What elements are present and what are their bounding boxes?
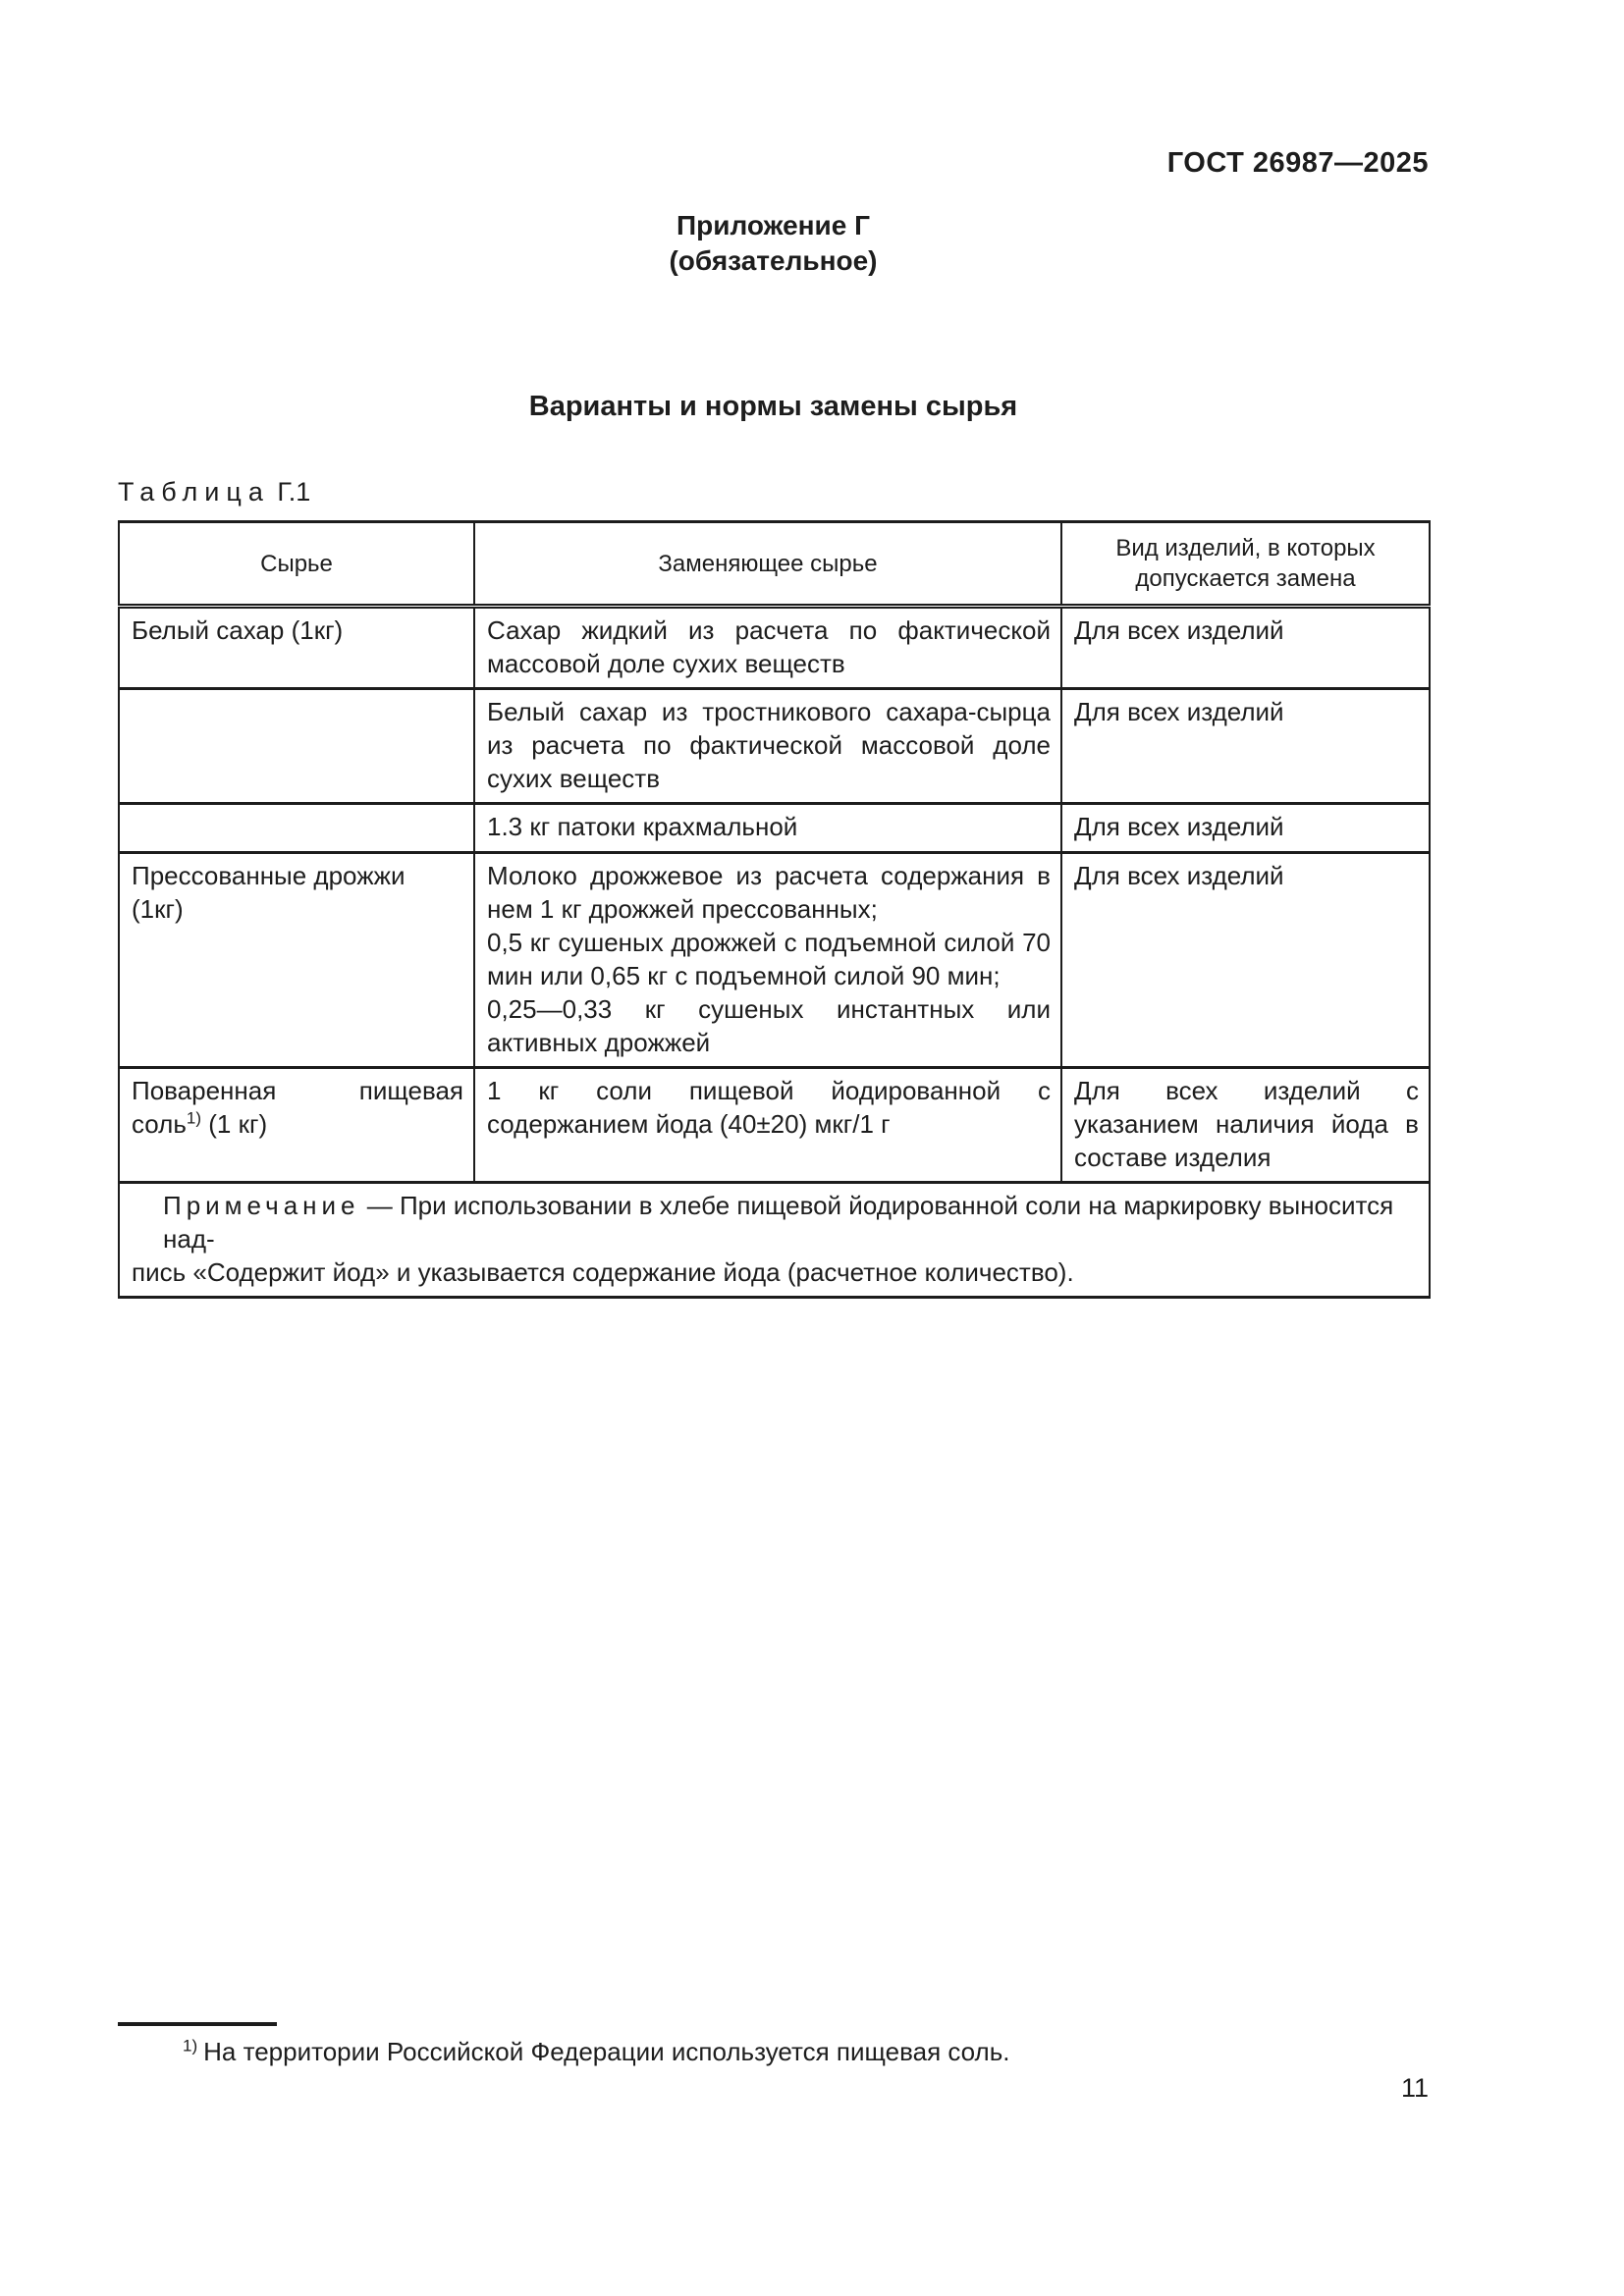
table-caption-label: Таблица: [118, 477, 270, 507]
replacement-paragraph: Белый сахар из тростникового сахара-сырца из расчета по фактической массовой доле сухих веществ: [487, 697, 1051, 793]
table-caption: [118, 477, 1429, 507]
footnote-divider: [118, 2022, 277, 2026]
footnote-marker: 1): [183, 2036, 198, 2056]
cell-products: Для всех изделий: [1061, 607, 1430, 689]
table-caption-number: Г.1: [277, 477, 311, 507]
annex-subtitle: (обязательное): [669, 245, 878, 276]
table-row: [119, 689, 1430, 804]
doc-number: ГОСТ 26987—2025: [1166, 147, 1429, 179]
cell-replacement: [474, 853, 1061, 1068]
replacement-paragraph: Сахар жидкий из расчета по фактической массовой доле сухих веществ: [487, 615, 1051, 678]
replacement-paragraph: Молоко дрожжевое из расчета содержания в нем 1 кг дрожжей прессованных;: [487, 861, 1051, 924]
cell-replacement: [474, 1068, 1061, 1183]
substitution-table: [118, 520, 1431, 1299]
footnote-text: На территории Российской Федерации используется пищевая соль.: [203, 2037, 1010, 2066]
table-row: [119, 607, 1430, 689]
footnote-marker-ref: 1): [186, 1108, 202, 1128]
table-row: [119, 804, 1430, 853]
footnote: [183, 2036, 1263, 2067]
column-header-products: Вид изделий, в которых допускается замена: [1061, 522, 1430, 607]
table-header-row: [119, 522, 1430, 607]
note-dash: —: [359, 1191, 400, 1220]
table-note-row: [119, 1183, 1430, 1298]
replacement-paragraph: 1.3 кг патоки крахмальной: [487, 812, 798, 841]
replacement-paragraph: 0,5 кг сушеных дрожжей с подъемной силой 70 мин или 0,65 кг с подъемной силой 90 мин;: [487, 928, 1051, 990]
cell-products: Для всех изделий: [1061, 804, 1430, 853]
cell-material: [119, 1068, 474, 1183]
note-label: Примечание: [163, 1191, 360, 1220]
cell-replacement: [474, 689, 1061, 804]
table-note: [119, 1183, 1430, 1298]
cell-replacement: [474, 607, 1061, 689]
cell-material: [119, 689, 474, 804]
cell-material: [119, 804, 474, 853]
replacement-paragraph: 0,25—0,33 кг сушеных инстантных или активных дрожжей: [487, 994, 1051, 1057]
note-line-1: [132, 1189, 1419, 1255]
note-text-1: При использовании в хлебе пищевой йодированной соли на маркировку выносится над-: [163, 1191, 1394, 1254]
material-text: Поваренная пищевая соль: [132, 1076, 463, 1139]
annex-title: Приложение Г: [677, 210, 870, 240]
material-tail: (1 кг): [208, 1109, 268, 1139]
column-header-replacement: Заменяющее сырье: [474, 522, 1061, 607]
note-line-2: пись «Содержит йод» и указывается содержание йода (расчетное количество).: [132, 1257, 1074, 1287]
cell-products: Для всех изделий с указанием наличия йода в составе изделия: [1061, 1068, 1430, 1183]
replacement-paragraph: 1 кг соли пищевой йодированной с содержанием йода (40±20) мкг/1 г: [487, 1076, 1051, 1139]
cell-products: Для всех изделий: [1061, 853, 1430, 1068]
cell-replacement: [474, 804, 1061, 853]
column-header-material: Сырье: [119, 522, 474, 607]
table-row: [119, 853, 1430, 1068]
cell-material: Прессованные дрожжи (1кг): [119, 853, 474, 1068]
cell-material: Белый сахар (1кг): [119, 607, 474, 689]
main-title: Варианты и нормы замены сырья: [528, 391, 1018, 422]
page-number: 11: [1400, 2073, 1429, 2103]
cell-products: Для всех изделий: [1061, 689, 1430, 804]
table-row: [119, 1068, 1430, 1183]
